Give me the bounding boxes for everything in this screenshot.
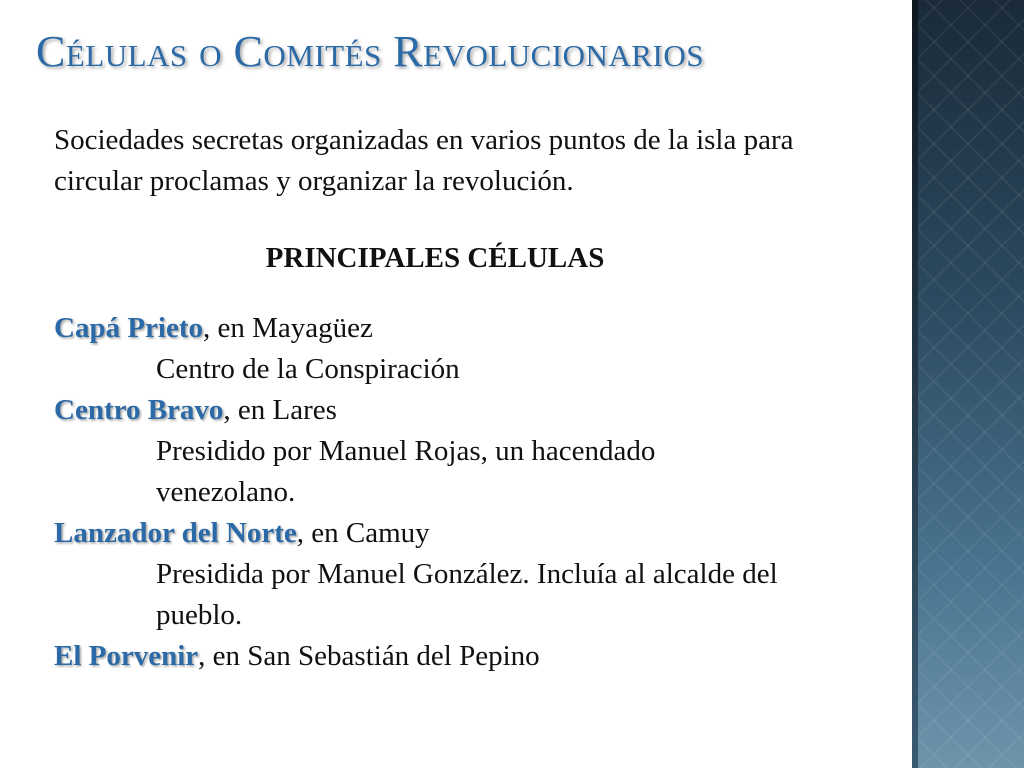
cell-name: El Porvenir (54, 640, 199, 672)
cell-location: , en San Sebastián del Pepino (198, 640, 540, 672)
cells-list (54, 308, 874, 677)
decorative-sidebar (912, 0, 1024, 768)
cell-item-el-porvenir (54, 636, 874, 677)
cell-description: Presidido por Manuel Rojas, un hacendado venezolano. (156, 435, 656, 508)
cell-location: , en Camuy (296, 517, 430, 549)
cell-item-capa-prieto (54, 308, 874, 390)
slide-title: Células o Comités Revolucionarios (36, 27, 704, 76)
cell-name: Capá Prieto (54, 312, 203, 344)
cell-location: , en Mayagüez (203, 312, 373, 344)
cell-name: Lanzador del Norte (54, 517, 297, 549)
section-heading: PRINCIPALES CÉLULAS (265, 242, 605, 274)
intro-paragraph: Sociedades secretas organizadas en varios puntos de la isla para circular proclamas y organizar la revolución. (54, 124, 794, 197)
cell-description: Presidida por Manuel González. Incluía al alcalde del pueblo. (156, 558, 778, 631)
cell-name: Centro Bravo (54, 394, 224, 426)
cell-description: Centro de la Conspiración (156, 353, 460, 385)
cell-location: , en Lares (223, 394, 337, 426)
cell-item-lanzador-del-norte (54, 513, 874, 636)
cell-item-centro-bravo (54, 390, 874, 513)
